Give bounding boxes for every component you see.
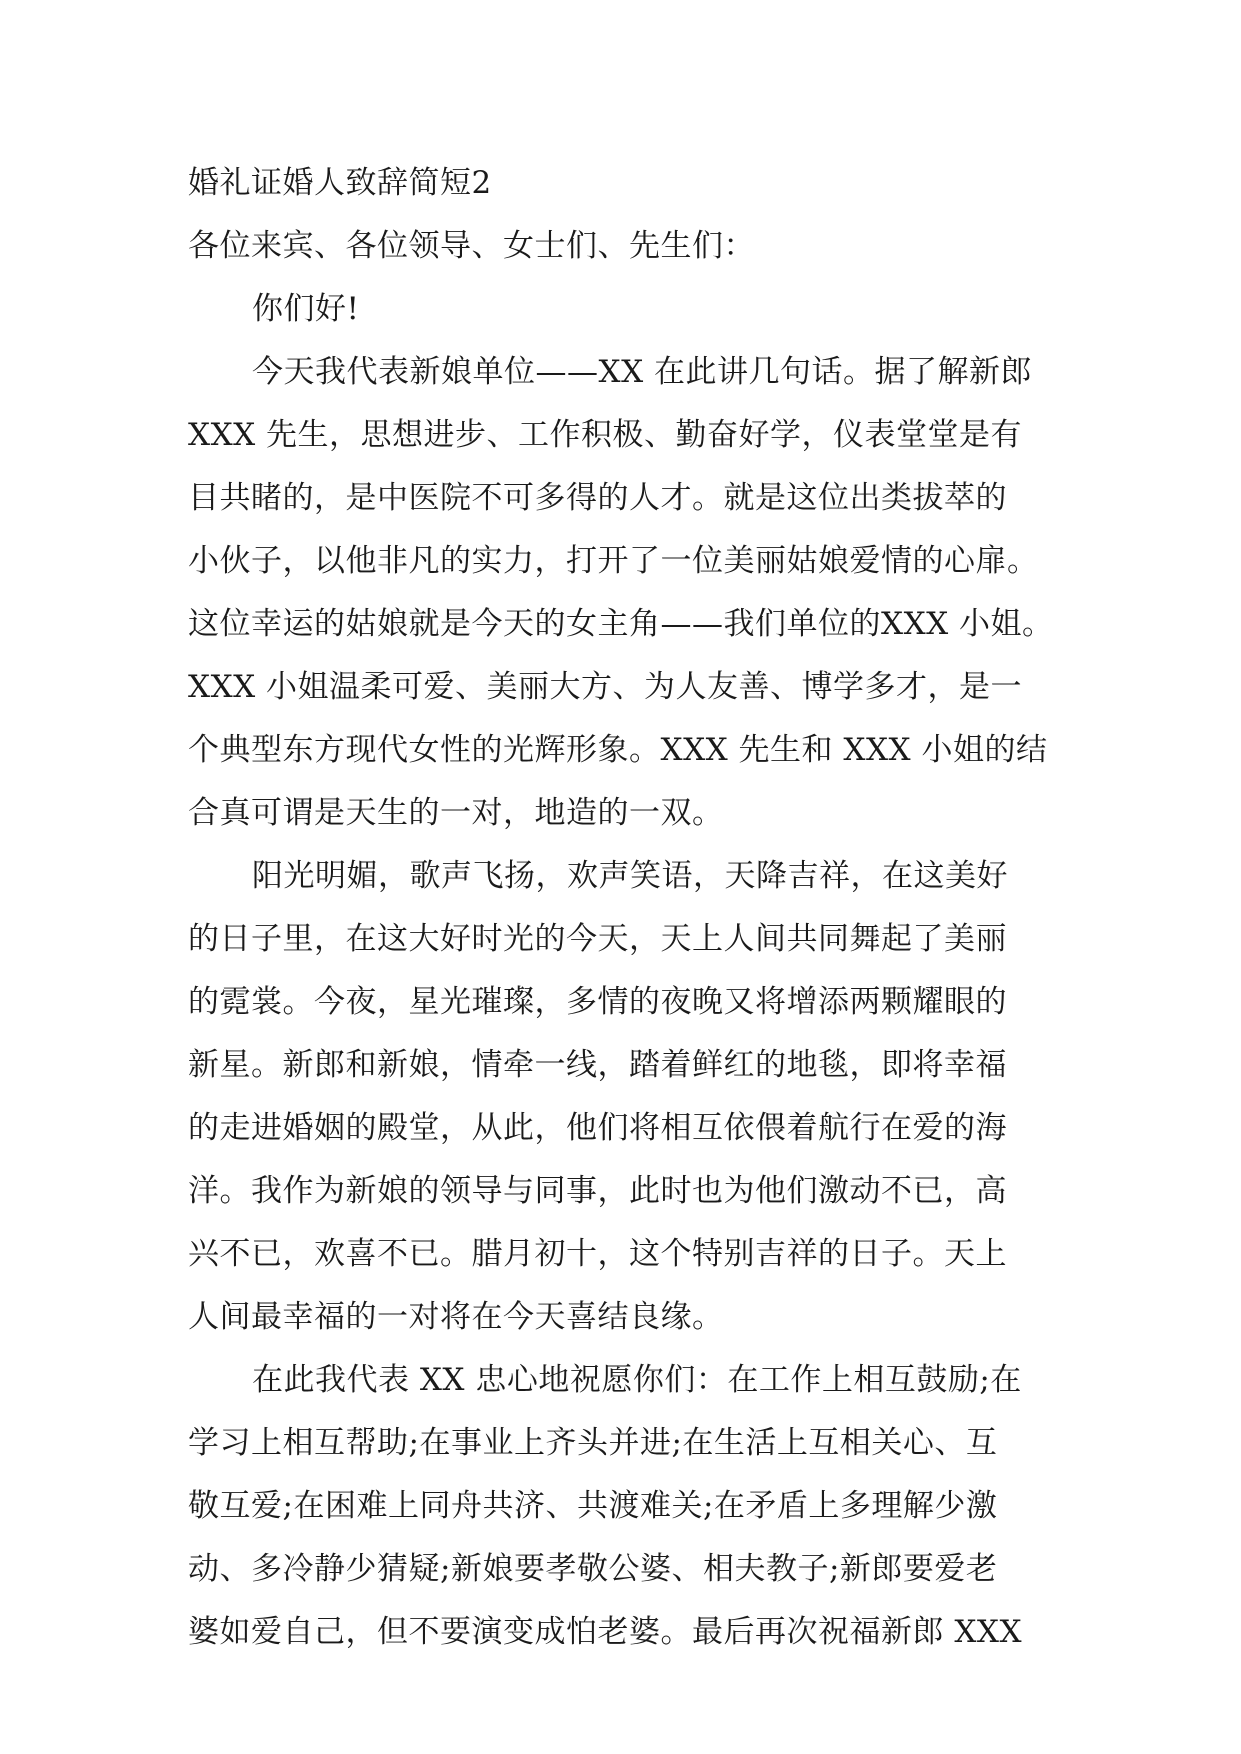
paragraph-line: 的霓裳。今夜，星光璀璨，多情的夜晚又将增添两颗耀眼的 — [188, 984, 1007, 1020]
paragraph-line: 动、多冷静少猜疑;新娘要孝敬公婆、相夫教子;新郎要爱老 — [188, 1551, 998, 1587]
paragraph-line: 在此我代表 XX 忠心地祝愿你们：在工作上相互鼓励;在 — [252, 1362, 1022, 1398]
paragraph-1 — [188, 341, 1058, 845]
document-title: 婚礼证婚人致辞简短2 — [188, 165, 492, 201]
paragraph-line: XXX 小姐温柔可爱、美丽大方、为人友善、博学多才，是一 — [188, 669, 1023, 705]
paragraph-3 — [188, 1349, 1058, 1664]
paragraph-line: 的日子里，在这大好时光的今天，天上人间共同舞起了美丽 — [188, 921, 1007, 957]
salutation: 各位来宾、各位领导、女士们、先生们： — [188, 228, 755, 264]
paragraph-line: 的走进婚姻的殿堂，从此，他们将相互依偎着航行在爱的海 — [188, 1110, 1007, 1146]
document-body — [188, 152, 1058, 1664]
paragraph-line: 个典型东方现代女性的光辉形象。XXX 先生和 XXX 小姐的结 — [188, 732, 1048, 768]
paragraph-line: 新星。新郎和新娘，情牵一线，踏着鲜红的地毯，即将幸福 — [188, 1047, 1007, 1083]
paragraph-line: 阳光明媚，歌声飞扬，欢声笑语，天降吉祥，在这美好 — [252, 858, 1008, 894]
paragraph-line: 目共睹的，是中医院不可多得的人才。就是这位出类拔萃的 — [188, 480, 1007, 516]
paragraph-line: 学习上相互帮助;在事业上齐头并进;在生活上互相关心、互 — [188, 1425, 998, 1461]
paragraph-2 — [188, 845, 1058, 1349]
paragraph-line: 小伙子，以他非凡的实力，打开了一位美丽姑娘爱情的心扉。 — [188, 543, 1039, 579]
paragraph-line: 合真可谓是天生的一对，地造的一双。 — [188, 795, 724, 831]
paragraph-line: XXX 先生，思想进步、工作积极、勤奋好学，仪表堂堂是有 — [188, 417, 1023, 453]
paragraph-line: 人间最幸福的一对将在今天喜结良缘。 — [188, 1299, 724, 1335]
paragraph-line: 敬互爱;在困难上同舟共济、共渡难关;在矛盾上多理解少激 — [188, 1488, 998, 1524]
paragraph-line: 兴不已，欢喜不已。腊月初十，这个特别吉祥的日子。天上 — [188, 1236, 1007, 1272]
paragraph-line: 婆如爱自己，但不要演变成怕老婆。最后再次祝福新郎 XXX — [188, 1614, 1023, 1650]
paragraph-line: 洋。我作为新娘的领导与同事，此时也为他们激动不已，高 — [188, 1173, 1007, 1209]
paragraph-line: 今天我代表新娘单位——XX 在此讲几句话。据了解新郎 — [252, 354, 1032, 390]
greeting: 你们好! — [252, 291, 360, 327]
paragraph-line: 这位幸运的姑娘就是今天的女主角——我们单位的XXX 小姐。 — [188, 606, 1054, 642]
